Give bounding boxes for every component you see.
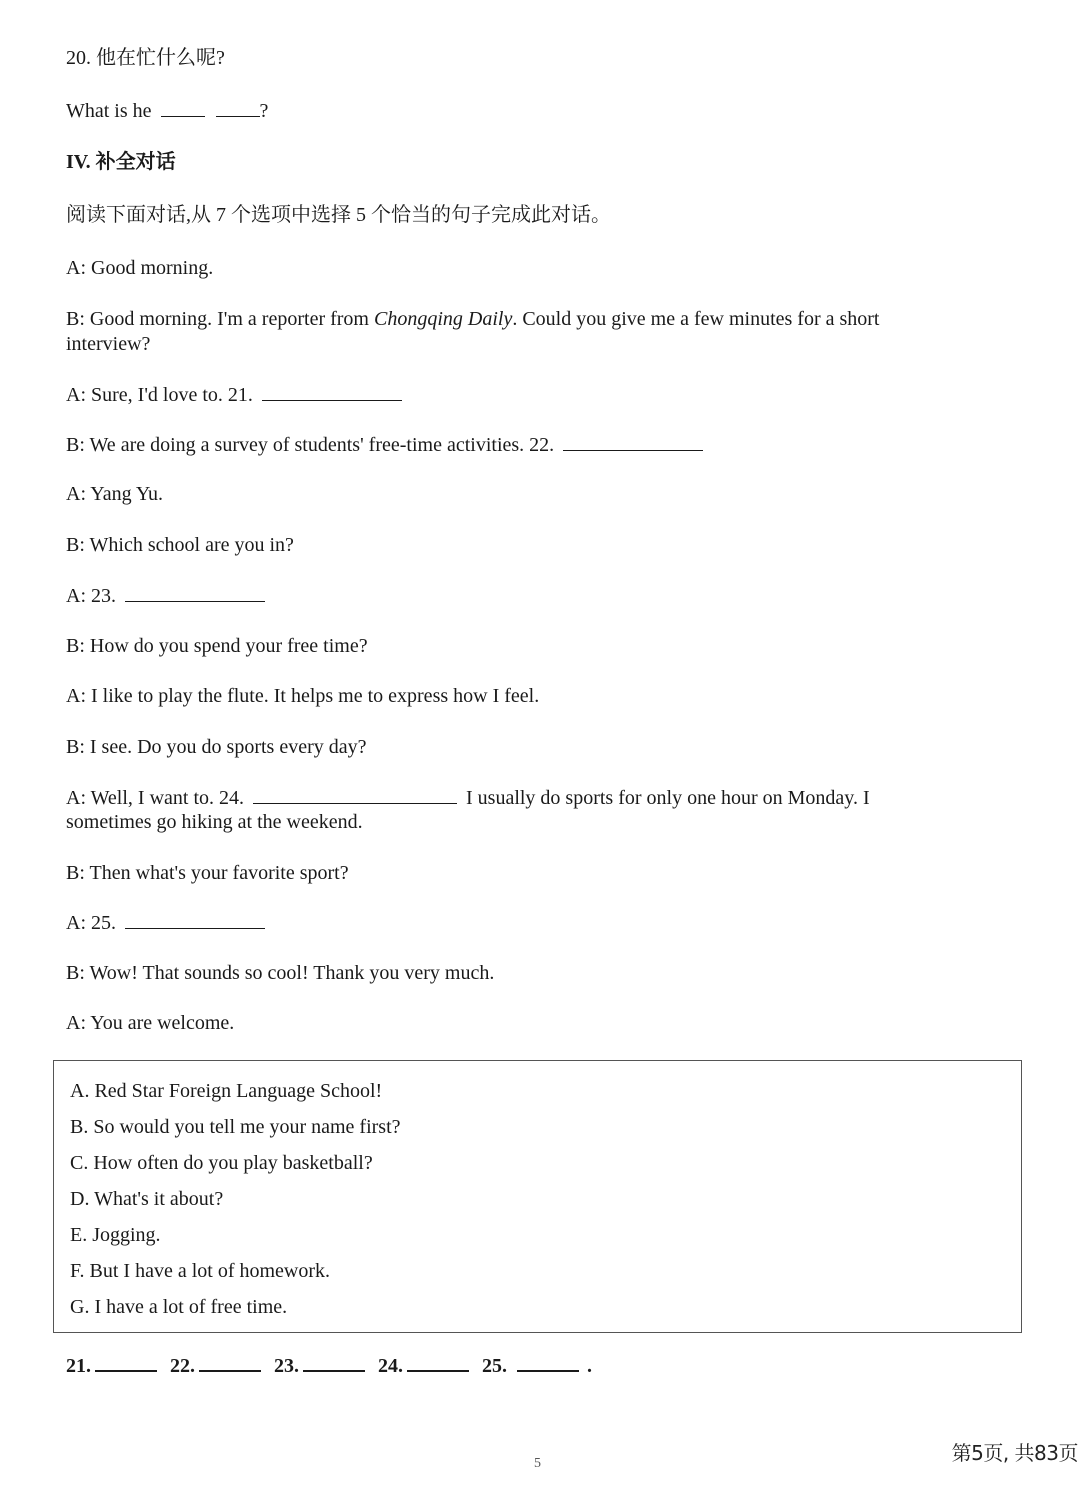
dialogue-line-8: B: How do you spend your free time?: [66, 635, 368, 657]
dialogue-line-7: [66, 583, 265, 609]
dialogue-line-13-text: A: 25.: [66, 912, 116, 934]
section-instruction: 阅读下面对话,从 7 个选项中选择 5 个恰当的句子完成此对话。: [66, 204, 611, 226]
dialogue-line-14: B: Wow! That sounds so cool! Thank you very much.: [66, 962, 495, 984]
answer-sheet-blank-25[interactable]: [517, 1354, 579, 1372]
answer-item-21: [66, 1355, 157, 1377]
question-20-chinese: 20. 他在忙什么呢?: [66, 47, 225, 69]
question-20-prefix: What is he: [66, 100, 152, 122]
answer-item-25: [482, 1355, 579, 1377]
answer-sheet: [66, 1354, 592, 1378]
option-g: G. I have a lot of free time.: [70, 1296, 288, 1318]
dialogue-line-12: B: Then what's your favorite sport?: [66, 862, 349, 884]
answer-label-22: 22.: [170, 1355, 195, 1377]
dialogue-line-13: [66, 910, 265, 936]
dialogue-line-11-start: A: Well, I want to. 24.: [66, 787, 244, 809]
answer-end-period: .: [587, 1355, 592, 1377]
answer-item-23: [274, 1355, 365, 1377]
option-d: D. What's it about?: [70, 1188, 224, 1210]
answer-item-24: [378, 1355, 469, 1377]
answer-blank-21[interactable]: [262, 382, 402, 401]
dialogue-line-2-end: . Could you give me a few minutes for a short interview?: [66, 308, 880, 355]
option-b: B. So would you tell me your name first?: [70, 1116, 401, 1138]
answer-sheet-blank-21[interactable]: [95, 1354, 157, 1372]
answer-label-21: 21.: [66, 1355, 91, 1377]
answer-label-23: 23.: [274, 1355, 299, 1377]
answer-label-25: 25.: [482, 1355, 507, 1377]
answer-item-22: [170, 1355, 261, 1377]
answer-blank-20a[interactable]: [161, 98, 205, 117]
answer-blank-23[interactable]: [125, 583, 265, 602]
option-a: A. Red Star Foreign Language School!: [70, 1080, 383, 1102]
option-f: F. But I have a lot of homework.: [70, 1260, 331, 1282]
question-20-suffix: ?: [259, 100, 269, 122]
dialogue-line-11-continued: sometimes go hiking at the weekend.: [66, 811, 363, 833]
page-number: 5: [534, 1456, 541, 1471]
newspaper-name: Chongqing Daily: [373, 308, 513, 330]
page-info: 第5页, 共83页: [951, 1441, 1078, 1465]
answer-blank-24[interactable]: [253, 785, 457, 804]
dialogue-line-5: A: Yang Yu.: [66, 483, 164, 505]
dialogue-line-3: [66, 382, 402, 408]
answer-sheet-blank-22[interactable]: [199, 1354, 261, 1372]
answer-label-24: 24.: [378, 1355, 403, 1377]
dialogue-line-11-end: I usually do sports for only one hour on Monday. I: [466, 787, 870, 809]
dialogue-line-11: [66, 785, 870, 811]
dialogue-line-4: [66, 432, 703, 458]
answer-sheet-blank-24[interactable]: [407, 1354, 469, 1372]
dialogue-line-10: B: I see. Do you do sports every day?: [66, 736, 367, 758]
dialogue-line-1: A: Good morning.: [66, 257, 214, 279]
question-20-english: [66, 98, 268, 124]
dialogue-line-4-text: B: We are doing a survey of students' free-time activities. 22.: [66, 434, 555, 456]
section-title: IV. 补全对话: [66, 151, 176, 173]
option-e: E. Jogging.: [70, 1224, 161, 1246]
dialogue-line-2-start: B: Good morning. I'm a reporter from: [66, 308, 374, 330]
option-c: C. How often do you play basketball?: [70, 1152, 373, 1174]
dialogue-line-3-text: A: Sure, I'd love to. 21.: [66, 384, 253, 406]
dialogue-line-9: A: I like to play the flute. It helps me to express how I feel.: [66, 685, 540, 707]
options-box: [53, 1060, 1022, 1333]
answer-sheet-blank-23[interactable]: [303, 1354, 365, 1372]
answer-blank-22[interactable]: [563, 432, 703, 451]
dialogue-line-2: [66, 307, 966, 357]
answer-blank-25[interactable]: [125, 910, 265, 929]
answer-blank-20b[interactable]: [216, 98, 260, 117]
dialogue-line-15: A: You are welcome.: [66, 1012, 235, 1034]
dialogue-line-7-text: A: 23.: [66, 585, 116, 607]
dialogue-line-6: B: Which school are you in?: [66, 534, 294, 556]
